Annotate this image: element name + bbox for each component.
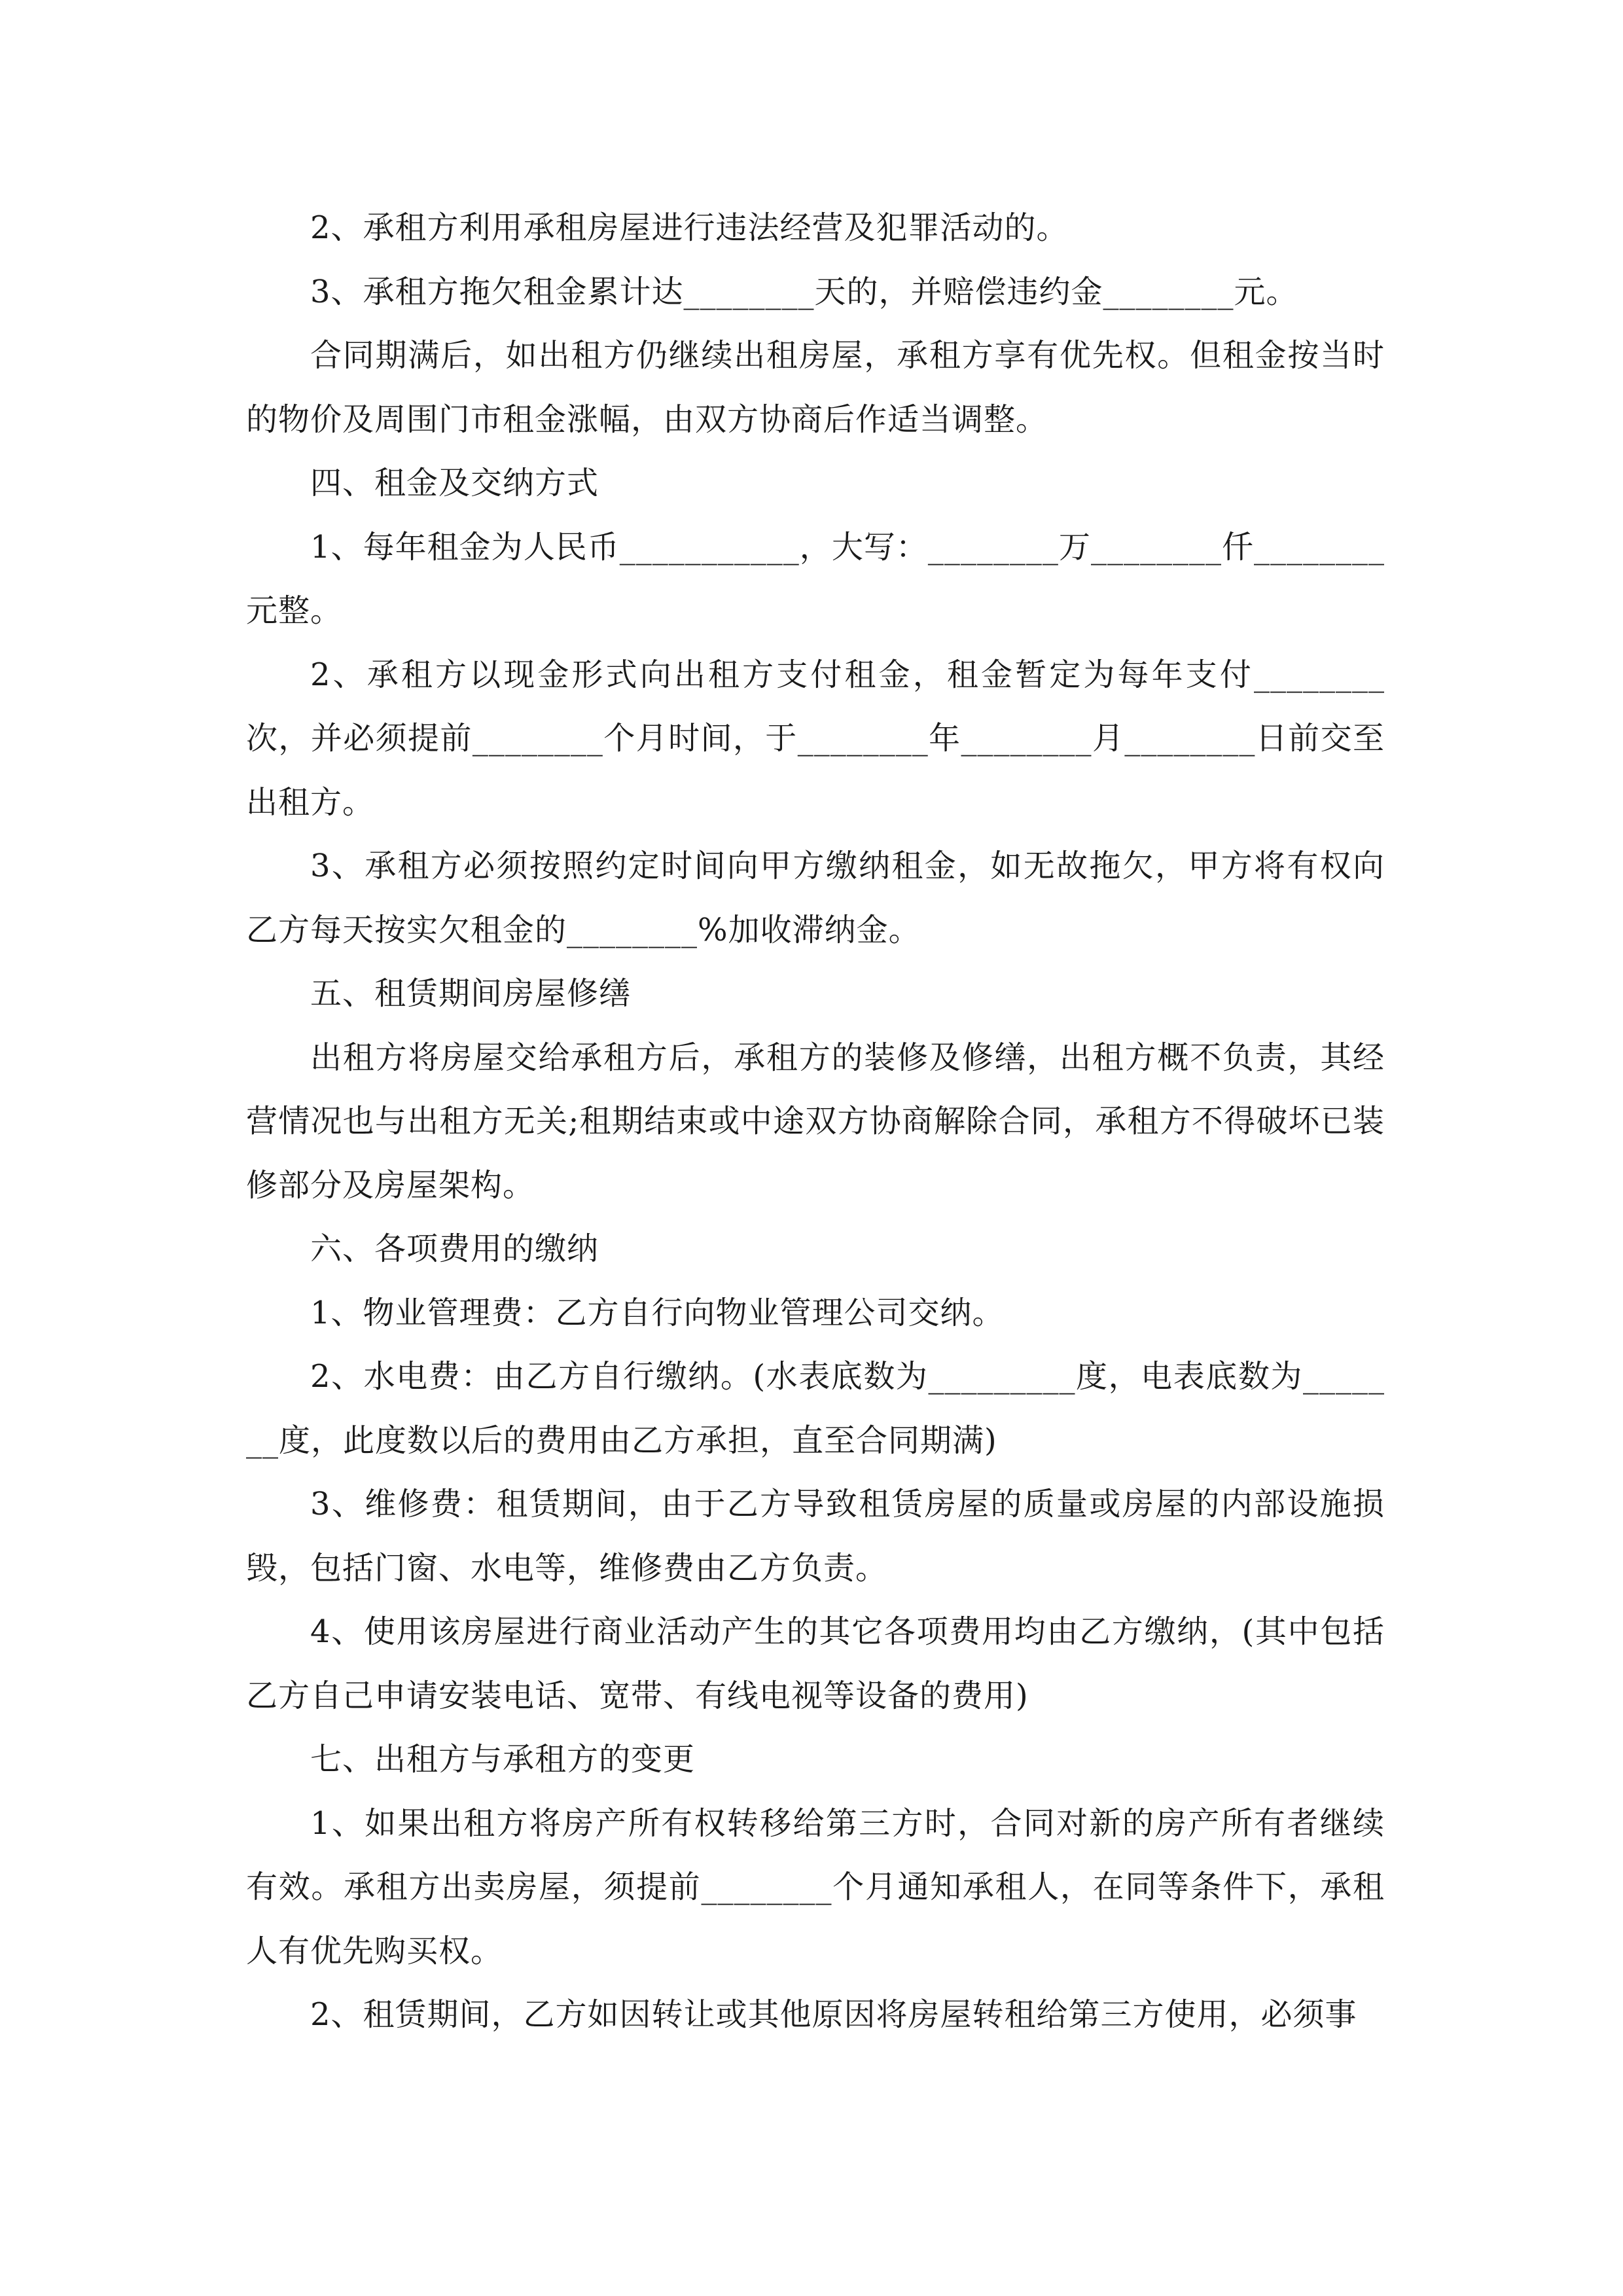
- clause-paragraph: 2、水电费：由乙方自行缴纳。(水表底数为_________度，电表底数为_______度，此度数以后的费用由乙方承担，直至合同期满): [246, 1358, 1385, 1459]
- clause-paragraph: 1、物业管理费：乙方自行向物业管理公司交纳。: [310, 1294, 1005, 1331]
- clause-paragraph: 2、承租方以现金形式向出租方支付租金，租金暂定为每年支付________次，并必须提前________个月时间，于________年________月________日前交至出租方。: [246, 656, 1385, 821]
- body-paragraph: 出租方将房屋交给承租方后，承租方的装修及修缮，出租方概不负责，其经营情况也与出租方无关;租期结束或中途双方协商解除合同，承租方不得破坏已装修部分及房屋架构。: [246, 1039, 1385, 1204]
- section-heading: 四、租金及交纳方式: [310, 465, 599, 501]
- body-paragraph: 合同期满后，如出租方仍继续出租房屋，承租方享有优先权。但租金按当时的物价及周围门市租金涨幅，由双方协商后作适当调整。: [246, 337, 1385, 438]
- clause-paragraph: 3、承租方必须按照约定时间向甲方缴纳租金，如无故拖欠，甲方将有权向乙方每天按实欠租金的________%加收滞纳金。: [246, 848, 1385, 948]
- clause-paragraph: 2、租赁期间，乙方如因转让或其他原因将房屋转租给第三方使用，必须事: [310, 1996, 1357, 2033]
- clause-paragraph: 1、如果出租方将房产所有权转移给第三方时，合同对新的房产所有者继续有效。承租方出卖房屋，须提前________个月通知承租人，在同等条件下，承租人有优先购买权。: [246, 1804, 1385, 1969]
- clause-paragraph: 1、每年租金为人民币___________，大写：________万________仟________元整。: [246, 528, 1385, 629]
- clause-paragraph: 3、维修费：租赁期间，由于乙方导致租赁房屋的质量或房屋的内部设施损毁，包括门窗、水电等，维修费由乙方负责。: [246, 1486, 1385, 1587]
- document-body: [246, 196, 1385, 2047]
- section-heading: 七、出租方与承租方的变更: [310, 1741, 696, 1778]
- clause-paragraph: 2、承租方利用承租房屋进行违法经营及犯罪活动的。: [310, 209, 1069, 246]
- clause-paragraph: 3、承租方拖欠租金累计达________天的，并赔偿违约金________元。: [310, 273, 1298, 310]
- clause-paragraph: 4、使用该房屋进行商业活动产生的其它各项费用均由乙方缴纳，(其中包括乙方自己申请安装电话、宽带、有线电视等设备的费用): [246, 1613, 1385, 1714]
- section-heading: 六、各项费用的缴纳: [310, 1230, 599, 1267]
- section-heading: 五、租赁期间房屋修缮: [310, 975, 632, 1012]
